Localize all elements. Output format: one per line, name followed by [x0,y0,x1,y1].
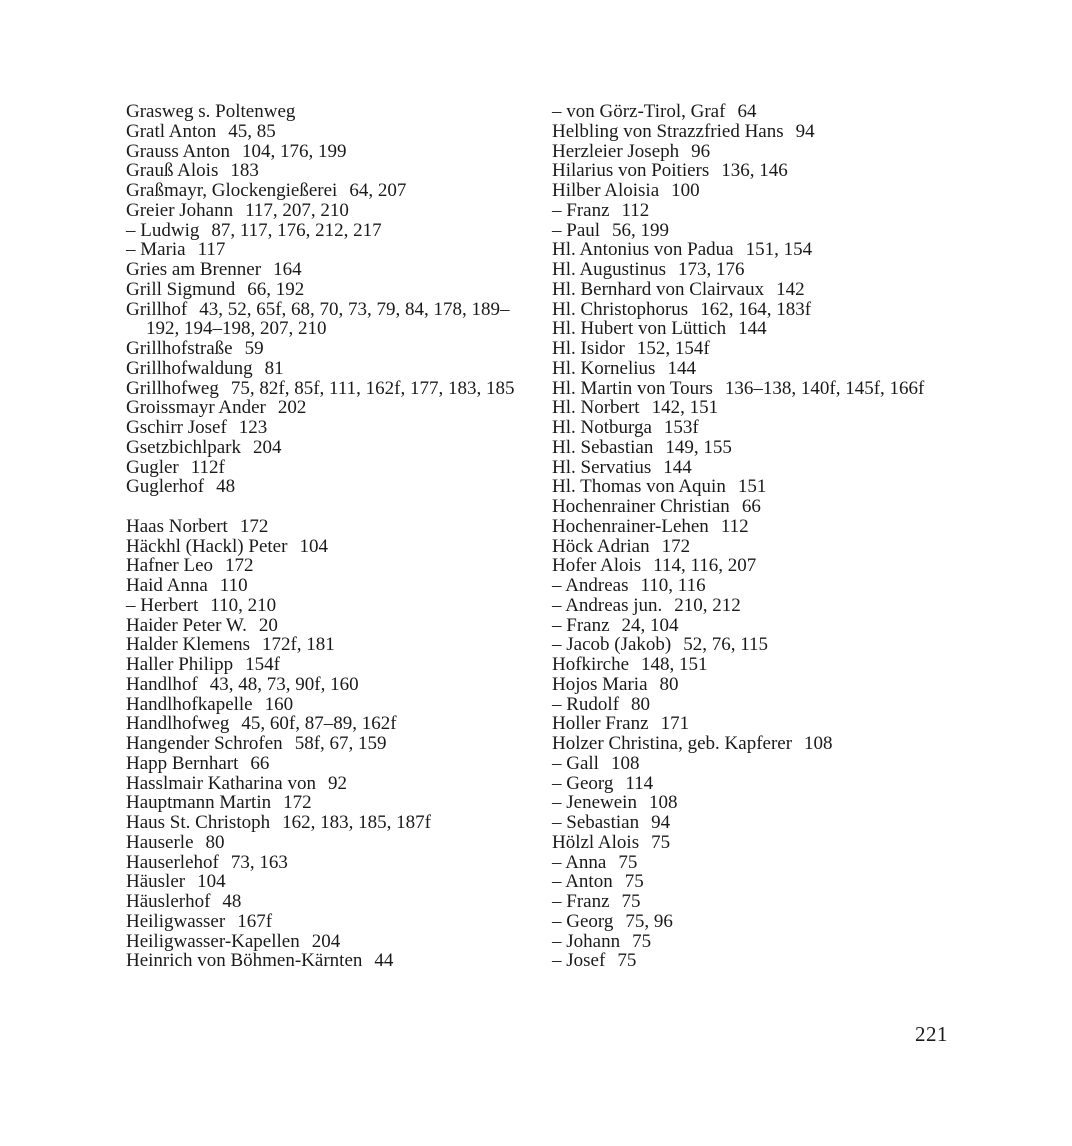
index-page-refs: 112 [621,199,650,221]
index-page-refs: 110, 116 [640,575,706,596]
index-page-refs: 204 [253,436,282,458]
index-entry [126,793,526,813]
index-term: Heiligwasser-Kapellen [126,930,300,952]
index-page-refs: 45, 60f, 87–89, 162f [241,713,397,735]
index-page-refs: 172f, 181 [261,634,335,656]
index-entry [126,102,526,122]
index-entry [126,655,526,675]
index-entry [126,833,526,853]
index-page-refs: 123 [238,417,268,438]
index-entry [552,181,952,201]
index-page-refs: 92 [327,772,347,794]
index-page-refs: 148, 151 [641,654,708,675]
index-term: Halder Klemens [126,634,250,656]
index-term: – Sebastian [552,812,640,833]
index-column-right [552,102,952,971]
index-term: Hl. Martin von Tours [552,377,713,399]
index-page-refs: 44 [374,950,394,972]
index-entry [126,675,526,695]
index-entry [126,398,526,418]
index-entry [552,734,952,754]
index-entry [552,102,952,122]
index-entry [552,754,952,774]
index-entry [552,793,952,813]
index-entry [552,951,952,971]
index-term: Grillhofwaldung [126,357,253,379]
index-page-refs: 142 [776,278,805,300]
index-entry [552,221,952,241]
index-page-refs: 48 [222,891,242,912]
index-entry [552,932,952,952]
index-page-refs: 66 [250,752,270,774]
index-term: Hilarius von Poitiers [552,160,710,182]
index-term: Hauserlehof [126,851,219,873]
index-term: – Maria [126,239,186,261]
index-entry [126,813,526,833]
index-page-refs: 149, 155 [665,436,732,458]
index-term: Hangender Schrofen [126,733,283,754]
index-entry [126,240,526,260]
page-number: 221 [915,1022,948,1046]
index-page-refs: 104 [197,871,226,893]
index-term: Hl. Sebastian [552,436,654,458]
index-entry [552,497,952,517]
index-page-refs: 66, 192 [247,278,305,300]
index-term: Happ Bernhart [126,752,239,774]
index-term: – Jenewein [552,792,637,814]
index-page-refs: 136–138, 140f, 145f, 166f [724,377,925,399]
index-entry [552,240,952,260]
index-page-refs: 80 [631,693,651,715]
index-entry [552,438,952,458]
index-page-refs: 80 [659,673,679,695]
index-term: – Georg [552,772,614,794]
index-entry [126,892,526,912]
index-entry [126,853,526,873]
index-entry [126,201,526,221]
index-page-refs: 73, 163 [230,851,288,873]
index-entry [126,260,526,280]
index-page-refs: 173, 176 [678,259,745,280]
index-page-refs: 75 [621,891,641,912]
index-page-refs: 162, 164, 183f [700,298,812,320]
index-term: Hölzl Alois [552,831,640,853]
index-term: Hochenrainer Christian [552,496,730,517]
index-page-refs: 172 [239,515,269,537]
index-entry [552,872,952,892]
index-page-refs: 164 [273,259,302,280]
index-term: Hl. Bernhard von Clairvaux [552,278,765,300]
index-page-refs: 43, 52, 65f, 68, 70, 73, 79, 84, 178, 189–192, 194–198, 207, 210 [146,298,510,340]
index-term: – Andreas jun. [552,594,663,616]
index-entry [126,359,526,379]
index-page-refs: 87, 117, 176, 212, 217 [211,219,382,241]
index-page-refs: 75 [624,871,644,893]
index-entry [552,418,952,438]
index-page-refs: 136, 146 [721,160,788,182]
index-term: Hl. Antonius von Padua [552,239,734,261]
index-page-refs: 20 [258,614,278,636]
index-entry [552,556,952,576]
index-entry [552,576,952,596]
index-entry [126,280,526,300]
index-page-refs: 183 [230,160,259,182]
index-entry [552,892,952,912]
index-term: – Franz [552,614,610,636]
index-term: Grauß Alois [126,160,219,182]
index-page-refs: 171 [660,713,690,735]
index-entry [126,635,526,655]
index-entry [552,517,952,537]
index-entry [552,675,952,695]
index-entry [552,477,952,497]
index-column-left [126,102,526,971]
index-entry [126,477,526,497]
index-term: Hl. Kornelius [552,357,656,379]
index-term: – Franz [552,199,610,221]
index-page-refs: 204 [311,930,341,952]
index-entry [126,695,526,715]
index-entry [126,556,526,576]
index-page-refs: 144 [663,456,692,478]
index-page-refs: 172 [661,535,691,557]
index-term: Greier Johann [126,199,234,221]
index-page-refs: 153f [663,417,699,438]
index-term: Grillhof [126,298,188,320]
index-page-refs: 162, 183, 185, 187f [282,812,431,833]
index-entry [552,319,952,339]
index-entry [552,201,952,221]
index-entry [126,418,526,438]
index-entry [552,695,952,715]
index-entry [126,616,526,636]
section-gap [126,497,526,517]
index-term: Holzer Christina, geb. Kapferer [552,733,793,754]
index-entry [126,714,526,734]
index-term: – Josef [552,950,606,972]
index-entry [126,537,526,557]
index-term: – Herbert [126,594,199,616]
index-page-refs: 75 [618,851,638,873]
index-page-refs: 104, 176, 199 [241,140,347,162]
index-page-refs: 75, 82f, 85f, 111, 162f, 177, 183, 185 [230,377,515,399]
index-entry [126,596,526,616]
index-entry [552,359,952,379]
index-term: Handlhofkapelle [126,693,253,715]
index-term: Häuslerhof [126,891,211,912]
index-term: Hojos Maria [552,673,648,695]
index-entry [126,142,526,162]
index-page-refs: 110 [219,575,248,596]
index-page-refs: 144 [738,318,767,340]
index-page-refs: 108 [648,792,678,814]
index-term: – Jacob (Jakob) [552,634,672,656]
index-term: Hl. Isidor [552,338,625,359]
index-term: Haider Peter W. [126,614,247,636]
index-page-refs: 114, 116, 207 [653,555,757,577]
index-term: Heinrich von Böhmen-Kärnten [126,950,363,972]
index-term: Hl. Christophorus [552,298,689,320]
index-page-refs: 64 [737,101,757,122]
index-term: Hl. Norbert [552,397,640,419]
index-term: Häckhl (Hackl) Peter [126,535,288,557]
index-term: – Anna [552,851,607,873]
index-term: Grillhofstraße [126,338,233,359]
index-term: Herzleier Joseph [552,140,680,162]
index-page-refs: 160 [264,693,294,715]
index-entry [552,635,952,655]
index-page-refs: 52, 76, 115 [683,634,769,656]
index-page-refs: 172 [283,792,312,814]
index-term: – Johann [552,930,621,952]
index-term: Häusler [126,871,186,893]
index-term: Hl. Thomas von Aquin [552,476,726,498]
index-page-refs: 56, 199 [612,219,670,241]
index-term: Haus St. Christoph [126,812,271,833]
index-term: Heiligwasser [126,910,226,932]
index-page-refs: 80 [205,831,225,853]
index-term: Höck Adrian [552,535,650,557]
index-page-refs: 100 [671,180,700,201]
index-entry [552,616,952,636]
index-term: Hofkirche [552,654,630,675]
index-page-refs: 172 [225,555,254,577]
index-entry [552,458,952,478]
index-term: Helbling von Strazzfried Hans [552,120,784,142]
index-page-refs: 81 [264,357,284,379]
index-term: – von Görz-Tirol, Graf [552,101,726,122]
index-term: Gschirr Josef [126,417,227,438]
index-term: Hochenrainer-Lehen [552,515,709,537]
index-entry [126,576,526,596]
index-page-refs: 154f [245,654,280,675]
index-entry [552,537,952,557]
index-term: Handlhofweg [126,713,230,735]
index-term: Gsetzbichlpark [126,436,242,458]
index-entry [126,161,526,181]
index-entry [126,951,526,971]
index-entry [552,142,952,162]
index-term: Hasslmair Katharina von [126,772,316,794]
index-page-refs: 117 [197,239,226,261]
index-term: Gugler [126,456,179,478]
index-term: Graßmayr, Glockengießerei [126,180,338,201]
index-page-refs: 112 [720,515,749,537]
index-entry [552,398,952,418]
index-entry [126,339,526,359]
index-entry [552,853,952,873]
index-page-refs: 114 [625,772,654,794]
index-page-refs: 66 [741,496,761,517]
index-term: Haller Philipp [126,654,234,675]
index-entry [126,379,526,399]
index-term: Guglerhof [126,476,205,498]
index-entry [552,161,952,181]
index-term: – Rudolf [552,693,620,715]
index-page-refs: 94 [795,120,815,142]
index-term: Grauss Anton [126,140,230,162]
index-term: – Andreas [552,575,629,596]
index-term: Gries am Brenner [126,259,262,280]
index-entry [552,912,952,932]
index-term: – Paul [552,219,601,241]
index-entry [126,122,526,142]
index-page-refs: 48 [216,476,236,498]
index-entry [126,438,526,458]
index-term: Groissmayr Ander [126,397,266,419]
index-page-refs: 112f [190,456,225,478]
index-term: – Anton [552,871,613,893]
index-entry [126,458,526,478]
index-term: Hauserle [126,831,194,853]
index-term: Hl. Hubert von Lüttich [552,318,727,340]
index-entry [552,339,952,359]
index-term: Grasweg s. Poltenweg [126,101,296,122]
index-term: Hafner Leo [126,555,214,577]
index-page-refs: 45, 85 [228,120,276,142]
index-term: Grill Sigmund [126,278,236,300]
index-page-refs: 75 [651,831,671,853]
index-term: Hl. Augustinus [552,259,667,280]
index-page-refs: 144 [667,357,696,379]
index-entry [552,833,952,853]
index-entry [552,300,952,320]
index-entry [126,300,526,340]
index-term: Hauptmann Martin [126,792,272,814]
index-page-refs: 151 [737,476,767,498]
index-page-refs: 24, 104 [621,614,679,636]
index-page-refs: 75 [632,930,652,952]
index-page-refs: 59 [244,338,264,359]
index-page-refs: 43, 48, 73, 90f, 160 [209,673,359,695]
index-entry [126,517,526,537]
index-term: Hilber Aloisia [552,180,660,201]
index-entry [552,280,952,300]
index-entry [552,774,952,794]
index-page-refs: 108 [804,733,833,754]
index-entry [552,655,952,675]
index-page-refs: 152, 154f [636,338,710,359]
index-page-refs: 117, 207, 210 [245,199,349,221]
index-page-refs: 58f, 67, 159 [294,733,387,754]
index-term: Haid Anna [126,575,208,596]
index-term: – Franz [552,891,610,912]
index-page-refs: 108 [610,752,640,774]
index-term: Gratl Anton [126,120,217,142]
index-entry [126,872,526,892]
index-term: Hofer Alois [552,555,642,577]
index-page-refs: 202 [277,397,307,419]
index-term: Holler Franz [552,713,649,735]
index-entry [126,221,526,241]
index-term: Hl. Notburga [552,417,652,438]
index-term: Handlhof [126,673,198,695]
index-page-refs: 75 [617,950,637,972]
index-page-refs: 151, 154 [745,239,813,261]
index-term: – Ludwig [126,219,200,241]
index-page-refs: 210, 212 [674,594,741,616]
index-entry [552,260,952,280]
index-entry [126,912,526,932]
index-entry [126,932,526,952]
index-term: Grillhofweg [126,377,219,399]
index-entry [552,813,952,833]
index-page-refs: 142, 151 [651,397,719,419]
index-page-refs: 75, 96 [625,910,673,932]
index-page-refs: 94 [651,812,671,833]
index-term: Hl. Servatius [552,456,652,478]
index-term: Haas Norbert [126,515,228,537]
index-entry [126,181,526,201]
index-page-refs: 110, 210 [210,594,277,616]
index-entry [126,754,526,774]
index-entry [552,714,952,734]
index-entry [126,774,526,794]
index-term: – Georg [552,910,614,932]
index-entry [126,734,526,754]
index-entry [552,379,952,399]
index-entry [552,122,952,142]
index-page-refs: 104 [299,535,328,557]
index-page-refs: 167f [237,910,273,932]
index-term: – Gall [552,752,599,774]
index-entry [552,596,952,616]
index-page-refs: 96 [691,140,711,162]
index-page-refs: 64, 207 [349,180,407,201]
